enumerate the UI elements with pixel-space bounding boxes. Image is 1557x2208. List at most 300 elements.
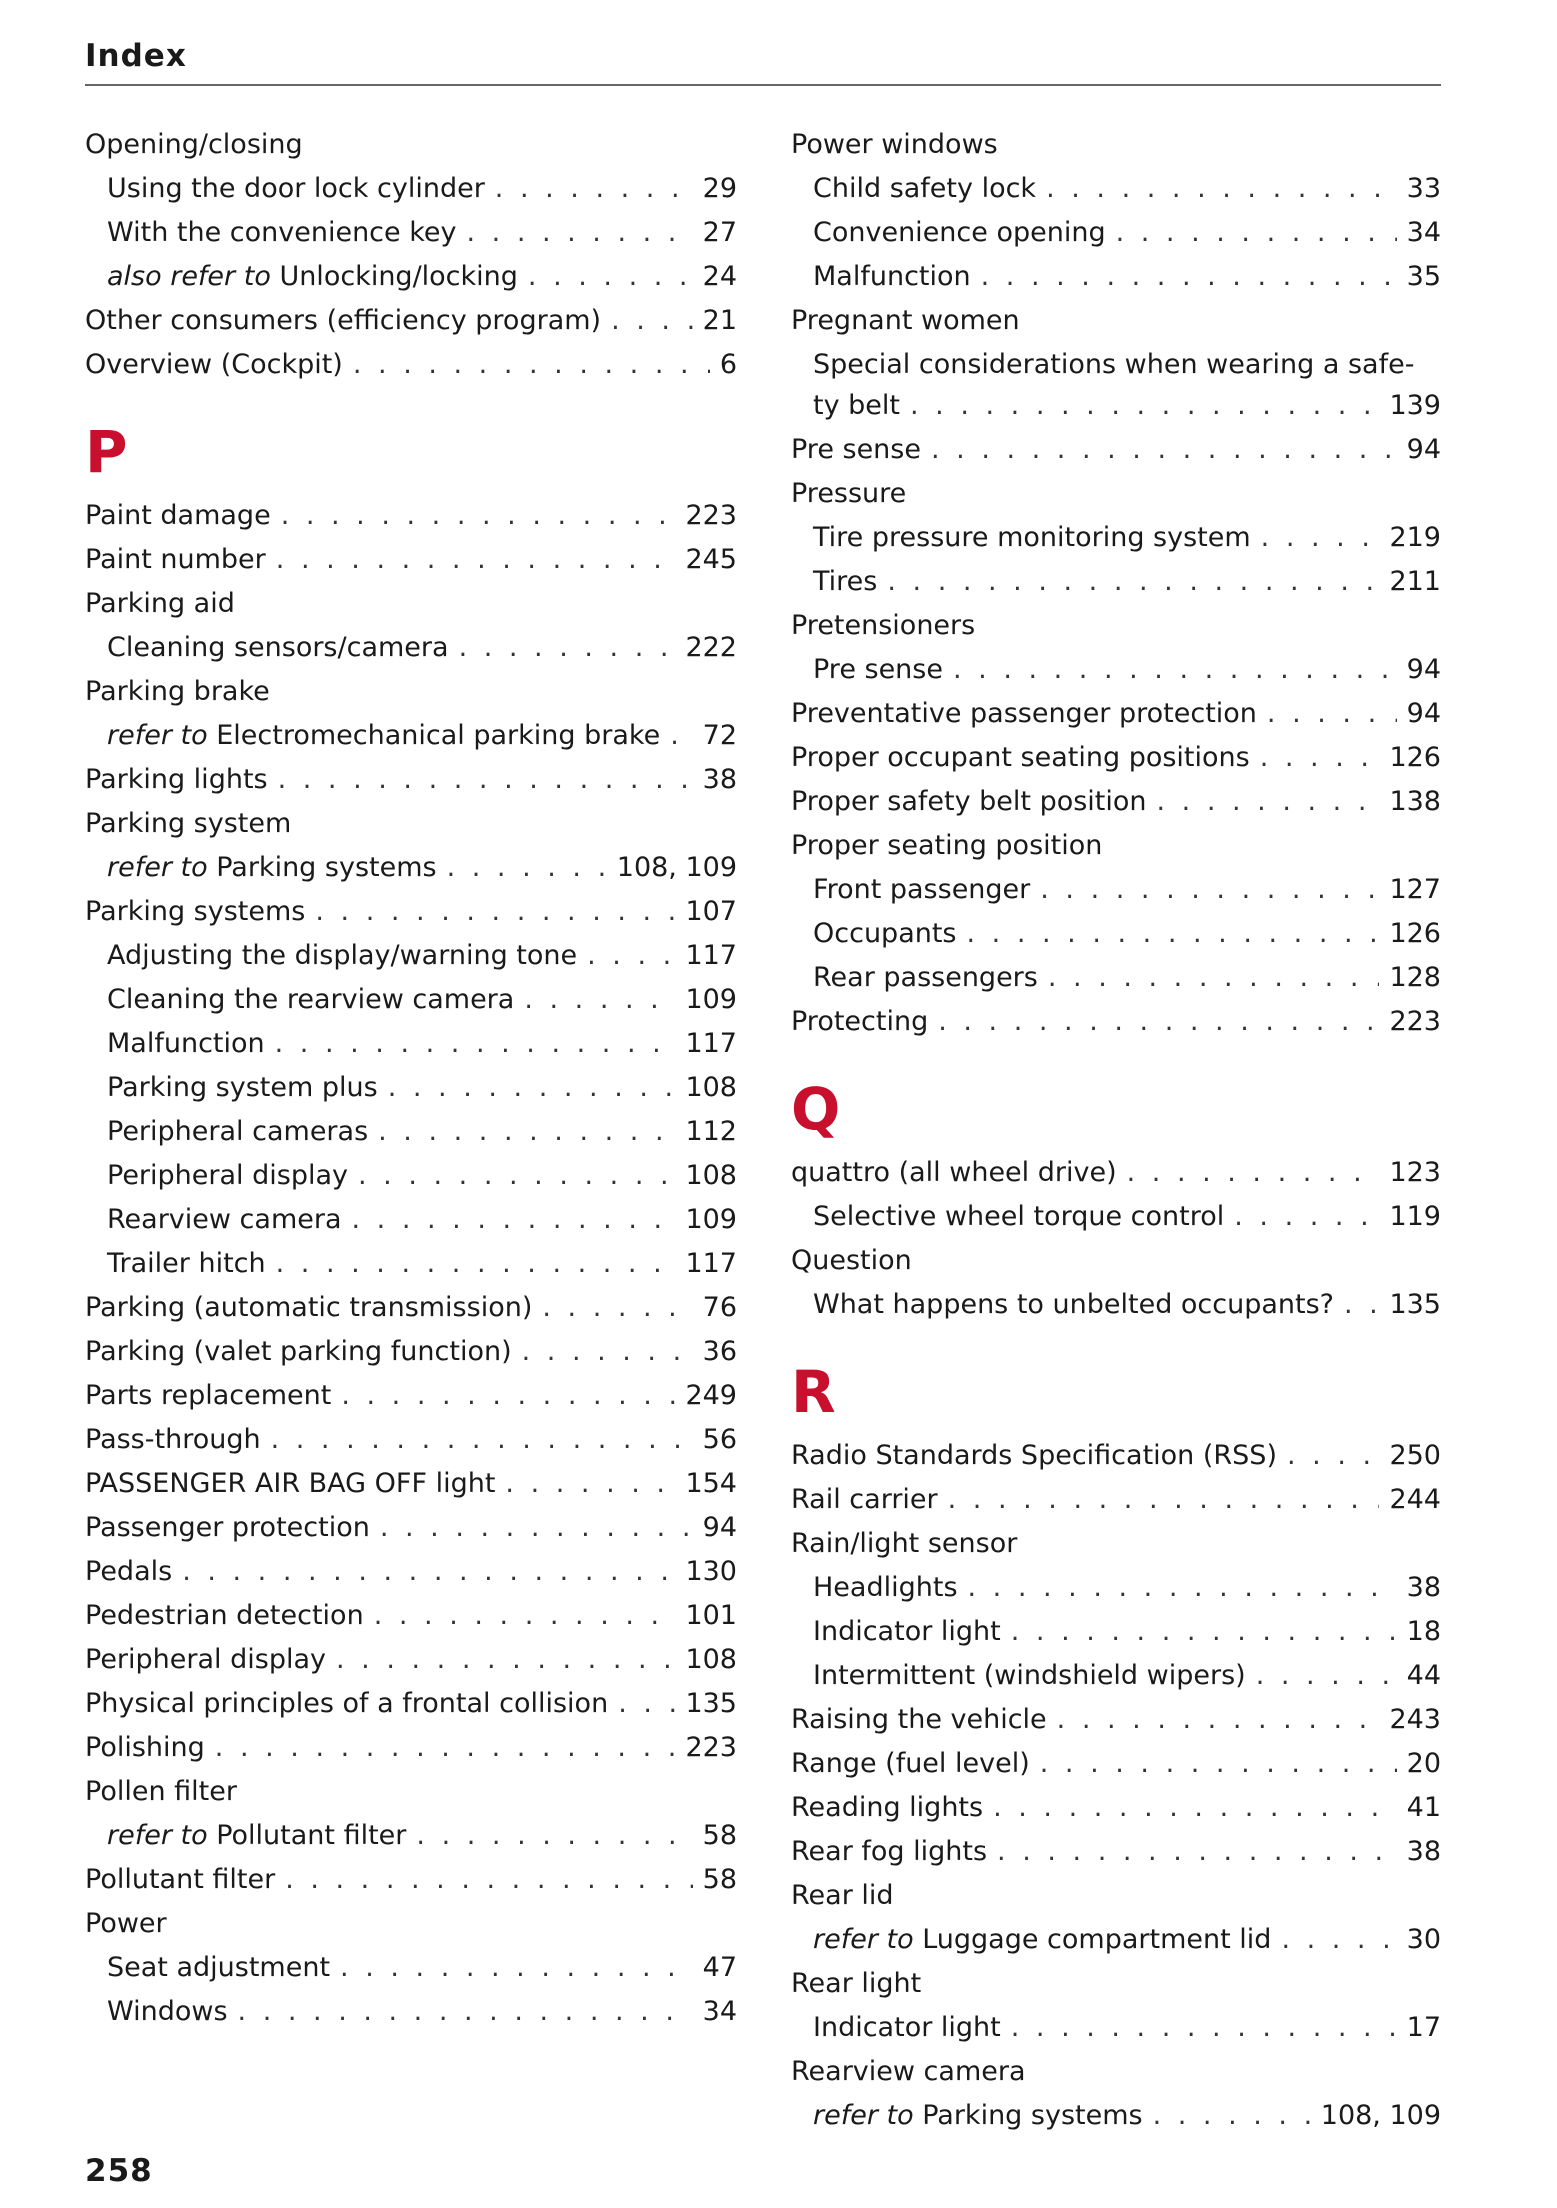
index-term: [107, 1991, 228, 2032]
dot-leader: [1011, 1611, 1397, 1652]
index-subentry: [85, 212, 737, 253]
index-term-text: Headlights: [813, 1572, 958, 1603]
index-row: [791, 1479, 1441, 1520]
dot-leader: [388, 1067, 676, 1108]
index-entry: [85, 1859, 737, 1900]
index-entry: [85, 1331, 737, 1372]
index-subentry: [791, 1567, 1441, 1608]
index-row: [85, 891, 737, 932]
index-row: [791, 1567, 1441, 1608]
page-reference: 34: [702, 1996, 737, 2027]
page-reference: 108, 109: [1320, 2100, 1441, 2131]
index-row: [791, 517, 1441, 558]
index-entry: [85, 803, 737, 844]
index-entry: [791, 2051, 1441, 2092]
page-reference: 223: [685, 1732, 737, 1763]
index-term-text: Power: [85, 1908, 167, 1939]
section-letter: R: [791, 1358, 836, 1426]
section-letter: P: [85, 418, 128, 486]
page-reference: 117: [685, 940, 737, 971]
dot-leader: [887, 561, 1379, 602]
index-term-text: Malfunction: [107, 1028, 265, 1059]
cross-reference-prefix: refer to: [813, 1924, 914, 1955]
index-subentry: [791, 344, 1441, 426]
index-term-text: PASSENGER AIR BAG OFF light: [85, 1468, 496, 1499]
index-entry: [85, 1419, 737, 1460]
page-reference: 94: [1406, 434, 1441, 465]
index-row: [85, 1331, 737, 1372]
page-reference: 126: [1389, 918, 1441, 949]
index-term-text: Paint number: [85, 544, 266, 575]
page-reference: 34: [1406, 217, 1441, 248]
index-entry: [791, 781, 1441, 822]
index-term-text: Pressure: [791, 478, 907, 509]
index-row: [85, 1947, 737, 1988]
index-term: [791, 1743, 1030, 1784]
index-term-text: Rear fog lights: [791, 1836, 988, 1867]
index-term: [85, 803, 291, 844]
index-row: [85, 1287, 737, 1328]
index-entry: [791, 1152, 1441, 1193]
index-entry: [791, 1875, 1441, 1916]
dot-leader: [281, 495, 676, 536]
index-row: [791, 212, 1441, 253]
dot-leader: [1057, 1699, 1380, 1740]
index-term: [813, 1655, 1246, 1696]
index-row: [85, 1639, 737, 1680]
index-entry: [85, 495, 737, 536]
index-row: [85, 1111, 737, 1152]
dot-leader: [1046, 168, 1397, 209]
index-row: [791, 957, 1441, 998]
index-row: [791, 1743, 1441, 1784]
index-row: [791, 825, 1441, 866]
index-entry: [85, 1903, 737, 1944]
index-term-text: quattro (all wheel drive): [791, 1157, 1117, 1188]
index-term-text: Child safety lock: [813, 173, 1037, 204]
index-term: [791, 1963, 921, 2004]
dot-leader: [981, 256, 1397, 297]
dot-leader: [968, 1567, 1397, 1608]
page-reference: 94: [702, 1512, 737, 1543]
index-term-text: Pre sense: [791, 434, 921, 465]
index-subentry: [791, 1284, 1441, 1325]
index-term: [813, 869, 1030, 910]
dot-leader: [352, 1199, 676, 1240]
index-subentry: [85, 715, 737, 756]
index-term-text: Peripheral display: [107, 1160, 348, 1191]
index-term-text: Pretensioners: [791, 610, 976, 641]
index-subentry: [791, 649, 1441, 690]
index-subentry: [791, 168, 1441, 209]
index-row: [85, 539, 737, 580]
index-row: [791, 1240, 1441, 1281]
index-term-text: Question: [791, 1245, 912, 1276]
index-term: [85, 539, 266, 580]
index-term-text: Malfunction: [813, 261, 971, 292]
index-subentry: [85, 1067, 737, 1108]
page-reference: 33: [1406, 173, 1441, 204]
index-entry: [85, 1683, 737, 1724]
index-row: [85, 1243, 737, 1284]
dot-leader: [948, 1479, 1380, 1520]
index-row: [791, 781, 1441, 822]
index-subentry: [85, 979, 737, 1020]
index-term: [85, 1903, 167, 1944]
index-entry: [791, 1787, 1441, 1828]
index-term: [85, 124, 303, 165]
cross-reference-prefix: refer to: [813, 2100, 914, 2131]
index-row: [85, 344, 737, 385]
index-term-text: Pollutant filter: [85, 1864, 276, 1895]
index-term-continuation: ty belt: [813, 390, 900, 421]
dot-leader: [353, 344, 710, 385]
cross-reference-prefix: also refer to: [107, 261, 271, 292]
page-reference: 250: [1389, 1440, 1441, 1471]
index-term: [85, 583, 235, 624]
cross-reference-prefix: refer to: [107, 852, 208, 883]
dot-leader: [278, 759, 693, 800]
index-term: [85, 1551, 172, 1592]
dot-leader: [182, 1551, 675, 1592]
index-subentry: [85, 168, 737, 209]
dot-leader: [967, 913, 1380, 954]
index-term: [85, 671, 270, 712]
index-term-text: Front passenger: [813, 874, 1031, 905]
index-term-text: Using the door lock cylinder: [107, 173, 485, 204]
index-term: [107, 1111, 368, 1152]
index-row: [85, 1771, 737, 1812]
index-entry: [85, 671, 737, 712]
page-reference: 135: [685, 1688, 737, 1719]
dot-leader: [238, 1991, 693, 2032]
index-subentry: [85, 627, 737, 668]
index-row: [791, 385, 1441, 426]
index-term: [791, 1787, 983, 1828]
index-row: [85, 1991, 737, 2032]
dot-leader: [275, 1023, 676, 1064]
page-reference: 47: [702, 1952, 737, 1983]
dot-leader: [542, 1287, 692, 1328]
index-term: [813, 256, 971, 297]
index-term-text: Paint damage: [85, 500, 271, 531]
dot-leader: [466, 212, 692, 253]
index-entry: [85, 344, 737, 385]
index-term-text: Reading lights: [791, 1792, 984, 1823]
index-term: [85, 344, 343, 385]
dot-leader: [1048, 957, 1380, 998]
index-subentry: [85, 1815, 737, 1856]
index-row: [85, 1903, 737, 1944]
index-term: Special considerations when wearing a safe-: [813, 349, 1415, 380]
index-subentry: [791, 256, 1441, 297]
index-subentry: [791, 561, 1441, 602]
index-entry: [791, 1523, 1441, 1564]
page-reference: 154: [685, 1468, 737, 1499]
index-entry: [85, 1375, 737, 1416]
index-term-text: Windows: [107, 1996, 228, 2027]
dot-leader: [447, 847, 607, 888]
index-subentry: [791, 1196, 1441, 1237]
index-row: [85, 1859, 737, 1900]
index-term-text: Parking (valet parking function): [85, 1336, 512, 1367]
index-term-text: Parking brake: [85, 676, 270, 707]
index-row: [791, 1787, 1441, 1828]
index-row: [791, 1655, 1441, 1696]
index-entry: [791, 473, 1441, 514]
index-term: [813, 517, 1251, 558]
index-term-text: Pollen filter: [85, 1776, 237, 1807]
index-term-text: Parking aid: [85, 588, 235, 619]
index-term-text: Parts replacement: [85, 1380, 332, 1411]
index-term-text: Preventative passenger protection: [791, 698, 1257, 729]
index-term-text: Indicator light: [813, 2012, 1001, 2043]
index-row: [791, 1963, 1441, 2004]
index-term-text: Rearview camera: [107, 1204, 342, 1235]
index-term: [791, 2051, 1026, 2092]
index-term: [791, 605, 975, 646]
index-row: [85, 1507, 737, 1548]
index-row: [791, 605, 1441, 646]
index-subentry: [85, 256, 737, 297]
page-reference: 76: [702, 1292, 737, 1323]
page-reference: 117: [685, 1248, 737, 1279]
index-term-text: Range (fuel level): [791, 1748, 1030, 1779]
index-term-text: Other consumers (efficiency program): [85, 305, 602, 336]
index-term: [813, 1611, 1001, 1652]
dot-leader: [336, 1639, 675, 1680]
index-entry: [791, 1699, 1441, 1740]
index-term: [107, 1243, 266, 1284]
index-entry: [85, 583, 737, 624]
index-subentry: [791, 2095, 1441, 2136]
dot-leader: [1153, 2095, 1311, 2136]
index-term-text: Proper occupant seating positions: [791, 742, 1250, 773]
index-term-text: Pedestrian detection: [85, 1600, 364, 1631]
index-term-text: Parking systems: [85, 896, 306, 927]
index-row: [791, 869, 1441, 910]
index-row: [85, 803, 737, 844]
index-subentry: [85, 1155, 737, 1196]
index-row: [791, 1152, 1441, 1193]
page-reference: 94: [1406, 698, 1441, 729]
index-subentry: [85, 1947, 737, 1988]
index-term-text: Power windows: [791, 129, 998, 160]
index-term: [791, 1479, 938, 1520]
dot-leader: [276, 539, 676, 580]
index-term: [107, 1067, 378, 1108]
page-reference: 6: [719, 349, 737, 380]
dot-leader: [522, 1331, 693, 1372]
page-reference: 108: [685, 1160, 737, 1191]
page-reference: 112: [685, 1116, 737, 1147]
page-reference: 245: [685, 544, 737, 575]
index-term-text: Parking lights: [85, 764, 268, 795]
index-term-text: Indicator light: [813, 1616, 1001, 1647]
index-row: [85, 1067, 737, 1108]
index-term: [107, 627, 449, 668]
index-row: [85, 979, 737, 1020]
index-term: [791, 300, 1020, 341]
index-row: [791, 737, 1441, 778]
index-term: [107, 168, 485, 209]
index-term: [791, 825, 1102, 866]
index-term: [107, 847, 437, 888]
index-term-text: Rear light: [791, 1968, 922, 1999]
page-reference: 29: [702, 173, 737, 204]
index-term-text: Proper safety belt position: [791, 786, 1147, 817]
index-row: [85, 1375, 737, 1416]
dot-leader: [340, 1947, 693, 1988]
index-row: [791, 1523, 1441, 1564]
index-row: [85, 935, 737, 976]
index-entry: [85, 1463, 737, 1504]
index-entry: [791, 1435, 1441, 1476]
index-term-text: Peripheral display: [85, 1644, 326, 1675]
index-term: [107, 1947, 330, 1988]
index-entry: [85, 300, 737, 341]
page-reference: 109: [685, 984, 737, 1015]
dot-leader: [416, 1815, 692, 1856]
dot-leader: [271, 1419, 693, 1460]
index-subentry: [791, 1919, 1441, 1960]
index-term: [813, 1196, 1224, 1237]
index-term-text: Adjusting the display/warning tone: [107, 940, 578, 971]
index-term: [791, 124, 998, 165]
index-term: [85, 495, 271, 536]
index-term: [813, 2095, 1143, 2136]
index-entry: [85, 1287, 737, 1328]
dot-leader: [1127, 1152, 1380, 1193]
dot-leader: [997, 1831, 1397, 1872]
index-term-text: Unlocking/locking: [279, 261, 518, 292]
index-entry: [85, 1595, 737, 1636]
index-term-text: Cleaning the rearview camera: [107, 984, 515, 1015]
index-row: [791, 429, 1441, 470]
index-term: [107, 256, 518, 297]
index-row: [791, 168, 1441, 209]
index-term: [85, 1727, 205, 1768]
index-subentry: [791, 1611, 1441, 1652]
index-entry: [791, 1240, 1441, 1281]
index-term-text: Rear passengers: [813, 962, 1038, 993]
index-term-text: Protecting: [791, 1006, 929, 1037]
index-term: [85, 1463, 495, 1504]
index-term: [791, 1240, 912, 1281]
index-entry: [85, 1551, 737, 1592]
index-entry: [85, 124, 737, 165]
index-term: [107, 1815, 406, 1856]
index-term-text: Rain/light sensor: [791, 1528, 1018, 1559]
index-subentry: [791, 2007, 1441, 2048]
page-reference: 211: [1389, 566, 1441, 597]
index-entry: [791, 1001, 1441, 1042]
index-term: [107, 1199, 342, 1240]
index-row: [791, 300, 1441, 341]
page-reference: 44: [1406, 1660, 1441, 1691]
index-term: [85, 1507, 370, 1548]
page-reference: 21: [702, 305, 737, 336]
page-reference: 36: [702, 1336, 737, 1367]
index-term: [85, 1287, 532, 1328]
index-row: [85, 847, 737, 888]
page-header-title: Index: [85, 38, 187, 74]
index-term-text: Intermittent (windshield wipers): [813, 1660, 1246, 1691]
page-reference: 30: [1406, 1924, 1441, 1955]
page-reference: 38: [1406, 1572, 1441, 1603]
index-row: [791, 913, 1441, 954]
page-reference: 117: [685, 1028, 737, 1059]
index-term-text: Seat adjustment: [107, 1952, 331, 1983]
page-number: 258: [85, 2153, 153, 2189]
page-reference: 108: [685, 1072, 737, 1103]
index-entry: [85, 1507, 737, 1548]
index-term: [813, 561, 877, 602]
index-subentry: [791, 1655, 1441, 1696]
index-term: [85, 891, 305, 932]
page-reference: 72: [702, 720, 737, 751]
dot-leader: [1011, 2007, 1397, 2048]
page-reference: 126: [1389, 742, 1441, 773]
index-entry: [791, 1743, 1441, 1784]
index-term: [813, 649, 943, 690]
index-column-left: [85, 124, 737, 2035]
index-row: [791, 2051, 1441, 2092]
index-row: [85, 1551, 737, 1592]
index-term-text: What happens to unbelted occupants?: [813, 1289, 1335, 1320]
page-reference: 56: [702, 1424, 737, 1455]
index-row: [791, 1196, 1441, 1237]
index-subentry: [791, 517, 1441, 558]
page-reference: 130: [685, 1556, 737, 1587]
page-reference: 139: [1389, 390, 1441, 421]
index-row: [791, 1435, 1441, 1476]
index-term: [791, 1523, 1017, 1564]
dot-leader: [618, 1683, 675, 1724]
index-entry: [85, 539, 737, 580]
index-entry: [791, 825, 1441, 866]
dot-leader: [938, 1001, 1379, 1042]
dot-leader: [374, 1595, 676, 1636]
index-term: [107, 935, 577, 976]
index-term-text: Overview (Cockpit): [85, 349, 343, 380]
index-term: [791, 1699, 1047, 1740]
index-term-text: Passenger protection: [85, 1512, 370, 1543]
index-row: [791, 1831, 1441, 1872]
index-subentry: [85, 1111, 737, 1152]
index-term: [791, 781, 1147, 822]
index-term: [107, 715, 660, 756]
page-reference: 119: [1389, 1201, 1441, 1232]
page-reference: 41: [1406, 1792, 1441, 1823]
index-row: [85, 1463, 737, 1504]
index-term-text: Parking system plus: [107, 1072, 378, 1103]
index-row: [85, 1419, 737, 1460]
dot-leader: [358, 1155, 675, 1196]
dot-leader: [1157, 781, 1380, 822]
index-subentry: [85, 1991, 737, 2032]
index-term: [791, 1831, 987, 1872]
index-term: [813, 1284, 1334, 1325]
dot-leader: [611, 300, 693, 341]
dot-leader: [1040, 1743, 1397, 1784]
index-row: [85, 759, 737, 800]
page-reference: 135: [1389, 1289, 1441, 1320]
index-row: [791, 1875, 1441, 1916]
page-reference: 58: [702, 1864, 737, 1895]
index-term-text: Pollutant filter: [216, 1820, 407, 1851]
index-entry: [85, 891, 737, 932]
